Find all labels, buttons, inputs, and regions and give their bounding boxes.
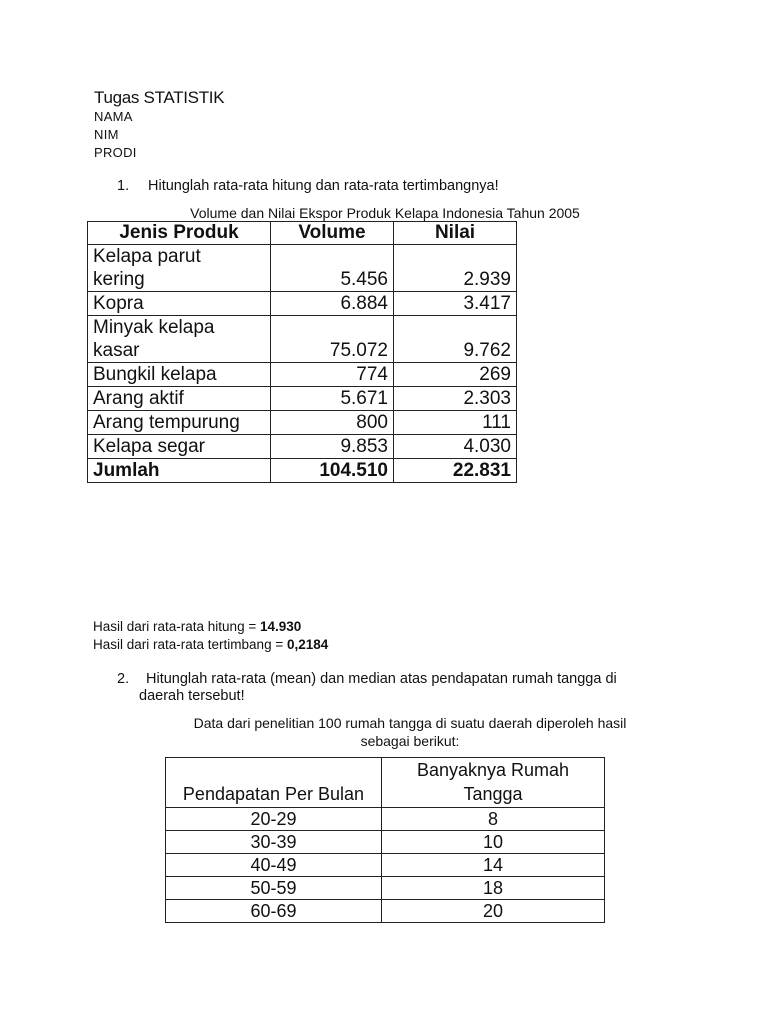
product-volume: 774 (271, 363, 394, 387)
table-row (166, 854, 605, 877)
product-volume: 5.671 (271, 387, 394, 411)
header-volume: Volume (271, 222, 394, 245)
product-volume: 75.072 (271, 316, 394, 363)
product-volume: 6.884 (271, 292, 394, 316)
export-table (87, 221, 517, 483)
result-tertimbang-label: Hasil dari rata-rata tertimbang = (93, 637, 287, 652)
product-name-line1: Kelapa parut (93, 246, 201, 267)
income-range: 60-69 (166, 900, 382, 923)
result-rata-tertimbang (93, 637, 328, 652)
household-count: 18 (382, 877, 605, 900)
total-label: Jumlah (88, 459, 271, 483)
table-row (88, 363, 517, 387)
income-range: 30-39 (166, 831, 382, 854)
product-name: Arang aktif (88, 387, 271, 411)
header-jenis-produk: Jenis Produk (88, 222, 271, 245)
household-count: 14 (382, 854, 605, 877)
table-row (166, 808, 605, 831)
table-row (88, 411, 517, 435)
product-nilai: 3.417 (394, 292, 517, 316)
header-nilai: Nilai (394, 222, 517, 245)
question-1-text: Hitunglah rata-rata hitung dan rata-rata tertimbangnya! (148, 178, 499, 194)
product-name: Bungkil kelapa (88, 363, 271, 387)
table-row (166, 877, 605, 900)
product-name: Arang tempurung (88, 411, 271, 435)
income-range: 50-59 (166, 877, 382, 900)
household-count: 8 (382, 808, 605, 831)
product-nilai: 2.303 (394, 387, 517, 411)
table-row (166, 900, 605, 923)
question-2-text-line2: daerah tersebut! (139, 688, 245, 704)
total-volume: 104.510 (271, 459, 394, 483)
nama-label: NAMA (94, 109, 133, 124)
household-count: 10 (382, 831, 605, 854)
header-banyaknya (382, 758, 605, 808)
product-name (88, 316, 271, 363)
total-row (88, 459, 517, 483)
product-name: Kopra (88, 292, 271, 316)
result-hitung-label: Hasil dari rata-rata hitung = (93, 619, 260, 634)
table-row (88, 435, 517, 459)
table-2-caption-line1: Data dari penelitian 100 rumah tangga di suatu daerah diperoleh hasil (193, 715, 627, 731)
product-nilai: 4.030 (394, 435, 517, 459)
export-table-header-row (88, 222, 517, 245)
header-pendapatan: Pendapatan Per Bulan (166, 758, 382, 808)
table-row (88, 292, 517, 316)
table-1-caption: Volume dan Nilai Ekspor Produk Kelapa Indonesia Tahun 2005 (190, 205, 580, 221)
table-2-caption-line2: sebagai berikut: (360, 733, 460, 749)
result-tertimbang-value: 0,2184 (286, 637, 329, 652)
total-nilai: 22.831 (394, 459, 517, 483)
product-nilai: 2.939 (394, 245, 517, 292)
product-name-line1: Minyak kelapa (93, 317, 215, 338)
table-row (88, 387, 517, 411)
household-count: 20 (382, 900, 605, 923)
nim-label: NIM (94, 127, 119, 142)
product-nilai: 269 (394, 363, 517, 387)
question-2-number: 2. (117, 671, 130, 687)
income-table-header-row (166, 758, 605, 808)
product-volume: 800 (271, 411, 394, 435)
product-name-line2: kering (93, 269, 145, 290)
table-row (166, 831, 605, 854)
table-row (88, 316, 517, 363)
question-2-text-line1: Hitunglah rata-rata (mean) dan median atas pendapatan rumah tangga di (146, 671, 617, 687)
product-volume: 5.456 (271, 245, 394, 292)
income-range: 40-49 (166, 854, 382, 877)
question-1-number: 1. (117, 178, 130, 194)
document-title: Tugas STATISTIK (94, 88, 225, 107)
prodi-label: PRODI (94, 145, 137, 160)
product-name: Kelapa segar (88, 435, 271, 459)
result-rata-hitung (93, 619, 301, 634)
product-volume: 9.853 (271, 435, 394, 459)
product-name-line2: kasar (93, 340, 140, 361)
income-range: 20-29 (166, 808, 382, 831)
table-row (88, 245, 517, 292)
income-table (165, 757, 605, 923)
product-name (88, 245, 271, 292)
result-hitung-value: 14.930 (259, 619, 302, 634)
header-banyaknya-line1: Banyaknya Rumah (416, 760, 570, 780)
product-nilai: 111 (394, 411, 517, 435)
header-banyaknya-line2: Tangga (463, 784, 523, 804)
product-nilai: 9.762 (394, 316, 517, 363)
